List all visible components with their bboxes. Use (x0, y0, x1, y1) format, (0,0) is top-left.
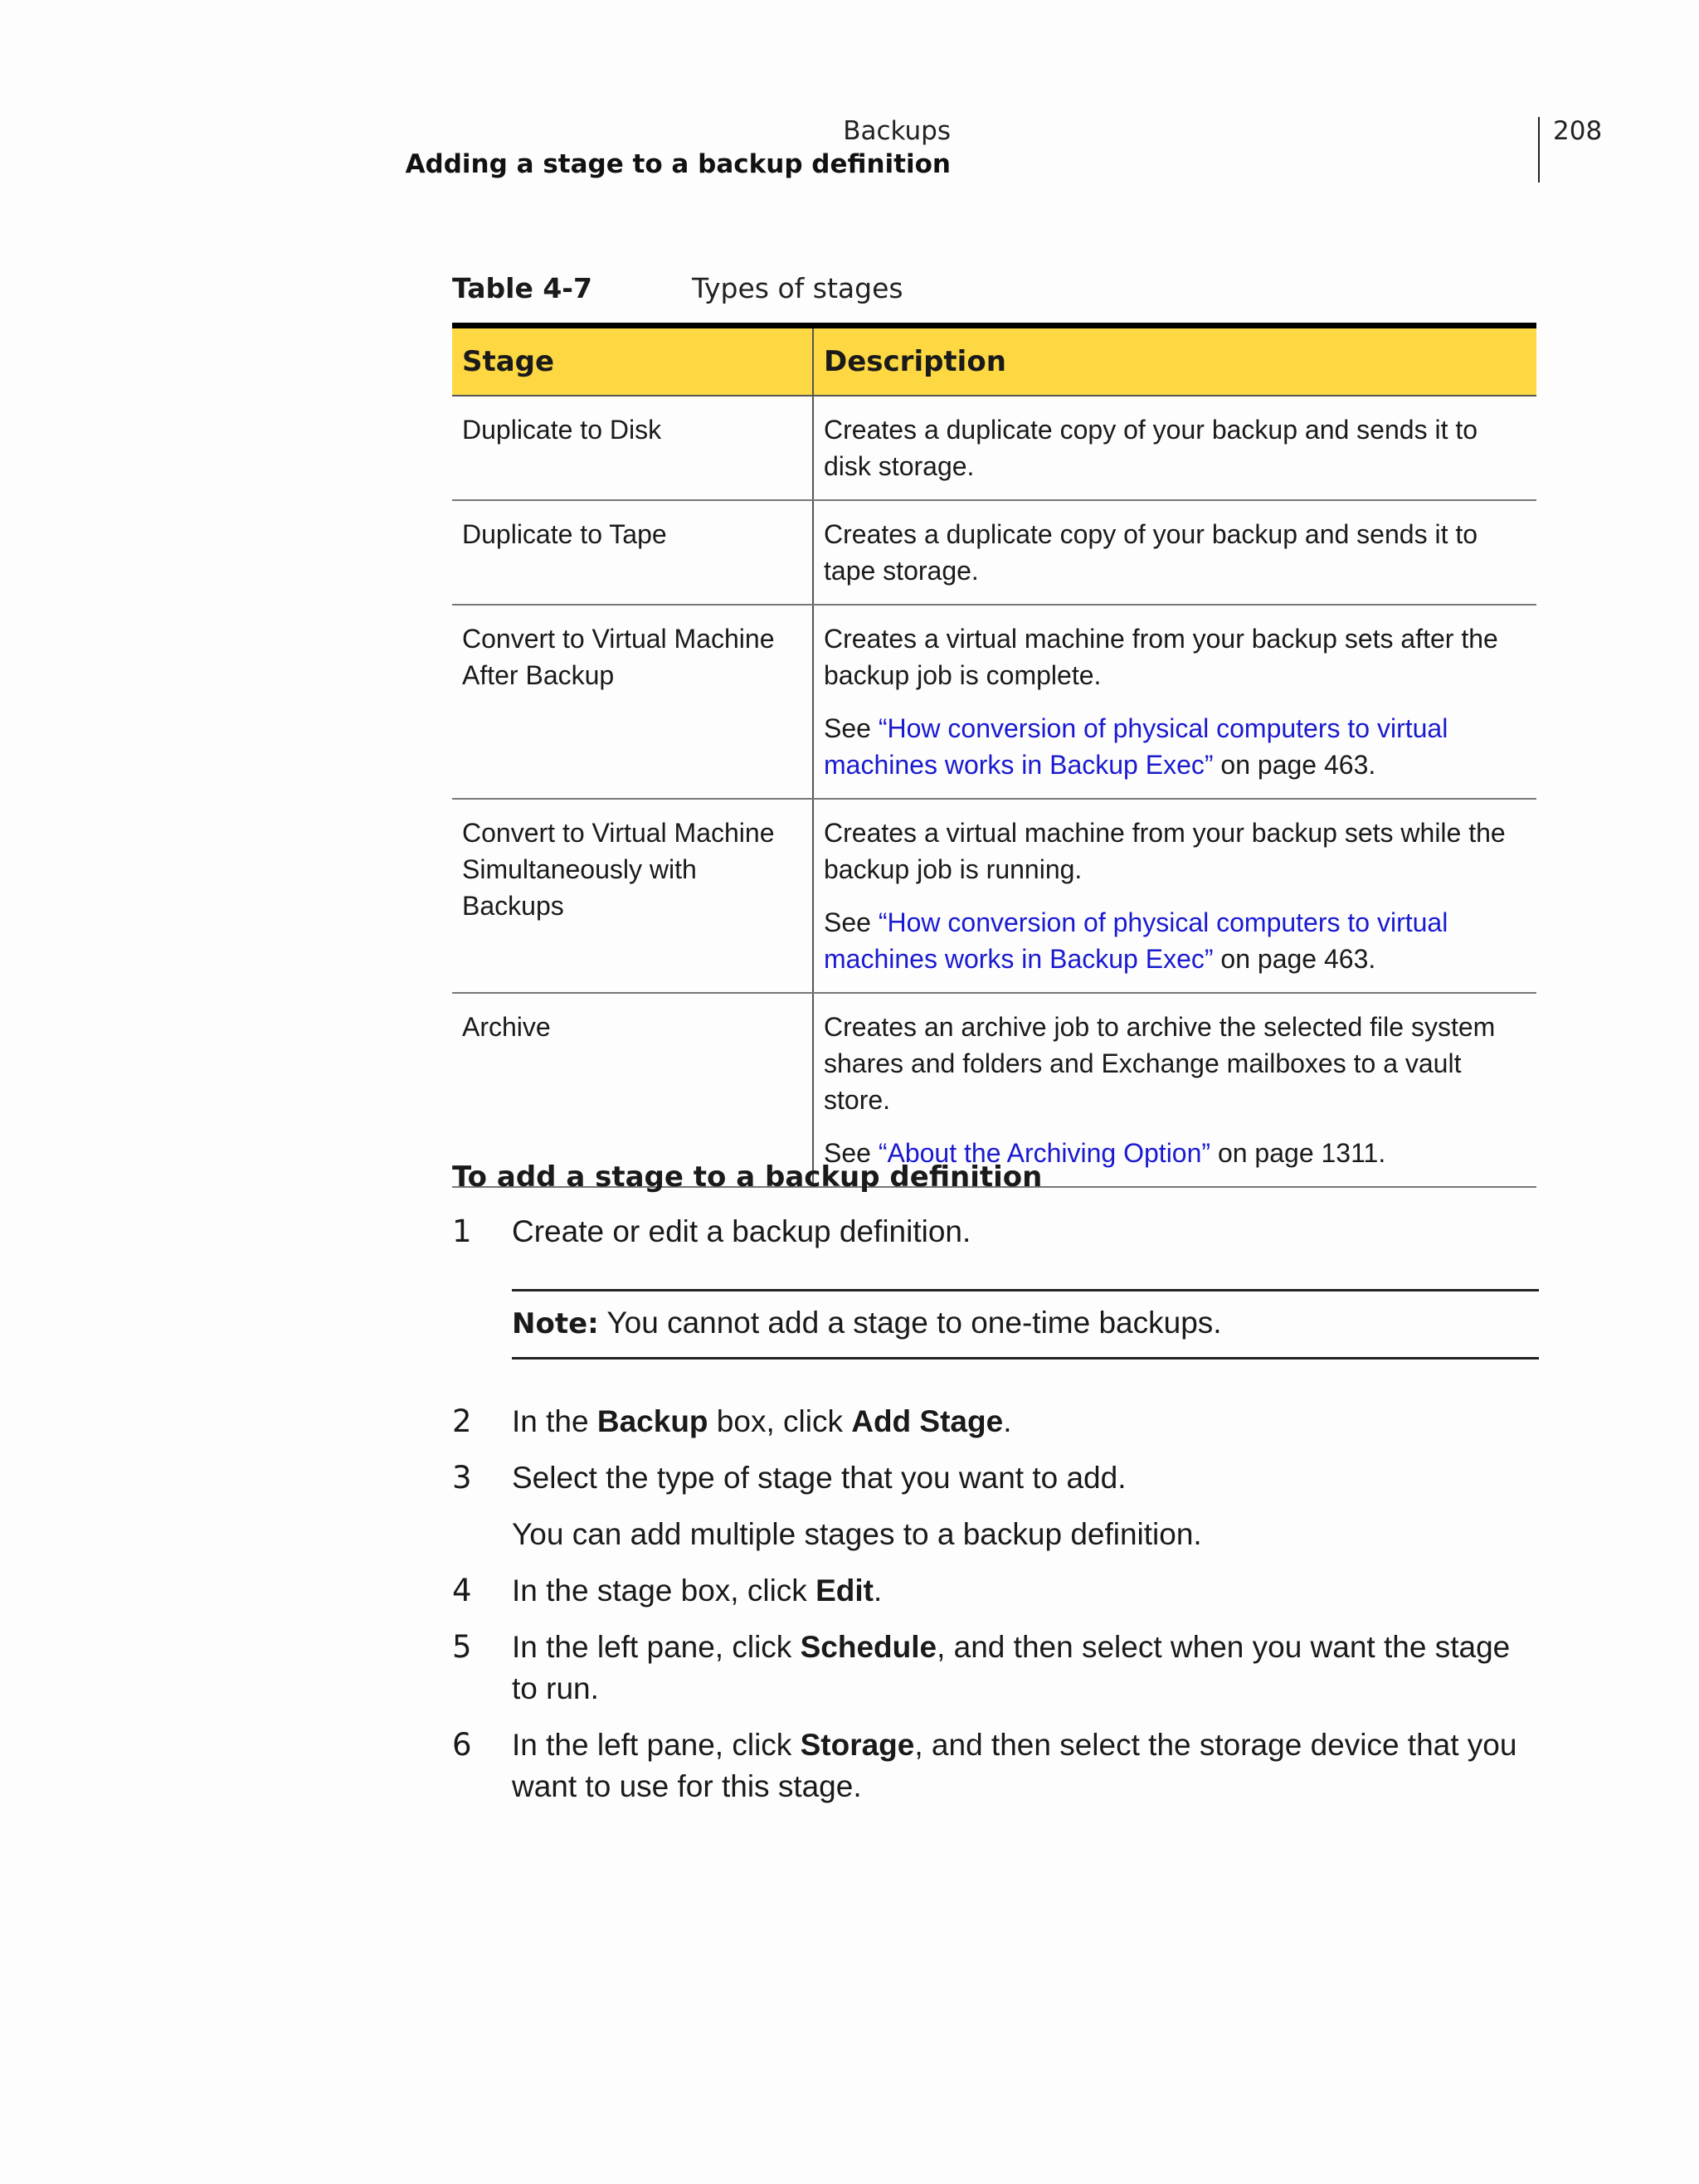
description-cell (813, 500, 1536, 605)
ui-term-edit: Edit (815, 1574, 874, 1608)
text-run: . (1003, 1404, 1012, 1438)
stages-table (452, 323, 1536, 1188)
stage-cell: Duplicate to Tape (452, 500, 813, 605)
cross-reference-link[interactable]: “How conversion of physical computers to virtual machines works in Backup Exec” (824, 907, 1448, 974)
step-text: Create or edit a backup definition. (512, 1214, 971, 1248)
note-label: Note: (512, 1307, 599, 1340)
ui-term-add-stage: Add Stage (851, 1404, 1004, 1438)
see-suffix: on page 463. (1213, 750, 1376, 780)
description-text: Creates a duplicate copy of your backup and sends it to disk storage. (824, 415, 1478, 481)
page-number: 208 (1553, 116, 1603, 146)
column-header-stage: Stage (452, 326, 813, 396)
stage-cell: Archive (452, 993, 813, 1187)
see-prefix: See (824, 907, 879, 937)
step-number: 4 (452, 1573, 472, 1608)
see-prefix: See (824, 1138, 879, 1168)
step-text: Select the type of stage that you want to add. (512, 1461, 1127, 1495)
table-row (452, 500, 1536, 605)
description-cell (813, 605, 1536, 799)
note-text: You cannot add a stage to one-time backups. (598, 1306, 1222, 1340)
see-suffix: on page 463. (1213, 944, 1376, 974)
ui-term-backup: Backup (596, 1404, 708, 1438)
cross-reference-link[interactable]: “How conversion of physical computers to virtual machines works in Backup Exec” (824, 713, 1448, 780)
table-row (452, 605, 1536, 799)
description-text: Creates an archive job to archive the selected file system shares and folders and Exchange mailboxes to a vault store. (824, 1012, 1496, 1115)
step-number: 5 (452, 1629, 472, 1665)
see-also (824, 904, 1526, 977)
step-6 (452, 1724, 1539, 1807)
step-number: 3 (452, 1460, 472, 1496)
step-number: 6 (452, 1727, 472, 1763)
step-number: 1 (452, 1214, 472, 1249)
table-caption (452, 270, 903, 307)
text-run: , and then select when you want the stage to run. (512, 1630, 1511, 1705)
column-header-description: Description (813, 326, 1536, 396)
text-run: In the left pane, click (512, 1728, 801, 1762)
stage-cell: Convert to Virtual Machine After Backup (452, 605, 813, 799)
text-run: In the left pane, click (512, 1630, 801, 1664)
step-text (512, 1570, 1539, 1612)
step-number: 2 (452, 1403, 472, 1439)
ui-term-schedule: Schedule (800, 1630, 937, 1664)
description-cell (813, 396, 1536, 500)
table-caption-title: Types of stages (692, 272, 903, 304)
note-box (512, 1289, 1539, 1360)
text-run: . (873, 1574, 883, 1608)
see-also (824, 710, 1526, 783)
table-header-row (452, 326, 1536, 396)
table-caption-number: Table 4-7 (452, 272, 592, 304)
description-cell (813, 799, 1536, 993)
stage-cell: Convert to Virtual Machine Simultaneously with Backups (452, 799, 813, 993)
procedure-steps (452, 1211, 1539, 1822)
running-header (406, 114, 951, 181)
text-run: box, click (708, 1404, 852, 1438)
step-3 (452, 1457, 1539, 1555)
see-prefix: See (824, 713, 879, 743)
table-row (452, 396, 1536, 500)
step-1 (452, 1211, 1539, 1253)
table-row (452, 799, 1536, 993)
step-text (512, 1724, 1539, 1807)
header-divider (1538, 117, 1540, 182)
step-2 (452, 1401, 1539, 1442)
header-section: Backups (843, 116, 951, 146)
cross-reference-link[interactable]: “About the Archiving Option” (878, 1138, 1211, 1168)
step-text (512, 1627, 1539, 1710)
description-text: Creates a virtual machine from your backup sets while the backup job is running. (824, 818, 1506, 884)
step-extra-text: You can add multiple stages to a backup definition. (512, 1517, 1202, 1551)
ui-term-storage: Storage (800, 1728, 915, 1762)
procedure-title: To add a stage to a backup definition (452, 1160, 1043, 1194)
description-text: Creates a virtual machine from your backup sets after the backup job is complete. (824, 624, 1498, 690)
stage-cell: Duplicate to Disk (452, 396, 813, 500)
step-4 (452, 1570, 1539, 1612)
step-5 (452, 1627, 1539, 1710)
header-subsection: Adding a stage to a backup definition (405, 149, 951, 179)
see-suffix: on page 1311. (1210, 1138, 1386, 1168)
text-run: In the stage box, click (512, 1574, 816, 1608)
text-run: In the (512, 1404, 597, 1438)
description-text: Creates a duplicate copy of your backup and sends it to tape storage. (824, 519, 1478, 586)
text-run: , and then select the storage device that you want to use for this stage. (512, 1728, 1517, 1803)
step-text (512, 1401, 1539, 1442)
